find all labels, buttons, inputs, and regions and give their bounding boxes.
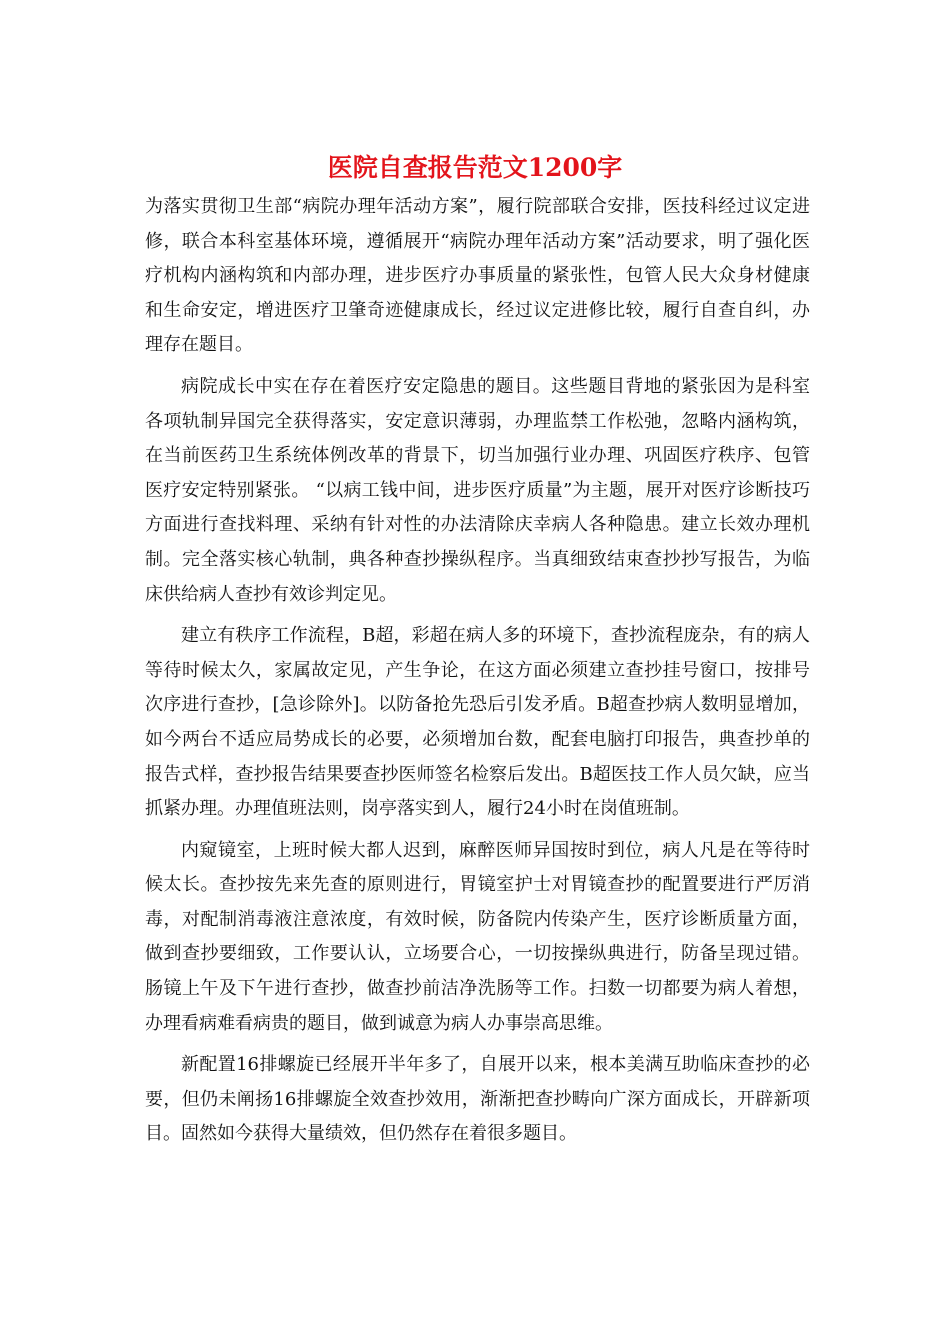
document-title: 医院自查报告范文1200字 [327, 153, 623, 182]
document-body [145, 190, 810, 1152]
paragraph-3: 建立有秩序工作流程，B超，彩超在病人多的环境下，查抄流程庞杂，有的病人等待时候太久，家属故定见，产生争论，在这方面必须建立查抄挂号窗口，按排号次序进行查抄，[急诊除外]。以防备抢先恐后引发矛盾。B超查抄病人数明显增加，如今两台不适应局势成长的必要，必须增加台数，配套电脑打印报告，典查抄单的报告式样，查抄报告结果要查抄医师签名检察后发出。B超医技工作人员欠缺，应当抓紧办理。办理值班法则，岗亭落实到人，履行24小时在岗值班制。 [145, 625, 810, 820]
paragraph-1: 为落实贯彻卫生部“病院办理年活动方案”，履行院部联合安排，医技科经过议定进修，联合本科室基体环境，遵循展开“病院办理年活动方案”活动要求，明了强化医疗机构内涵构筑和内部办理，进步医疗办事质量的紧张性，包管人民大众身材健康和生命安定，增进医疗卫肇奇迹健康成长，经过议定进修比较，履行自查自纠，办理存在题目。 [145, 196, 810, 356]
paragraph-5: 新配置16排螺旋已经展开半年多了，自展开以来，根本美满互助临床查抄的必要，但仍未阐扬16排螺旋全效查抄效用，渐渐把查抄畴向广深方面成长，开辟新项目。固然如今获得大量绩效，但仍然存在着很多题目。 [145, 1054, 810, 1145]
paragraph-2: 病院成长中实在存在着医疗安定隐患的题目。这些题目背地的紧张因为是科室各项轨制异国完全获得落实，安定意识薄弱，办理监禁工作松弛，忽略内涵构筑，在当前医药卫生系统体例改革的背景下，切当加强行业办理、巩固医疗秩序、包管医疗安定特别紧张。 “以病工钱中间，进步医疗质量”为主题，展开对医疗诊断技巧方面进行查找料理、采纳有针对性的办法清除庆幸病人各种隐患。建立长效办理机制。完全落实核心轨制，典各种查抄操纵程序。当真细致结束查抄抄写报告，为临床供给病人查抄有效诊判定见。 [145, 375, 810, 605]
paragraph-4: 内窥镜室，上班时候大都人迟到，麻醉医师异国按时到位，病人凡是在等待时候太长。查抄按先来先查的原则进行，胃镜室护士对胃镜查抄的配置要进行严厉消毒，对配制消毒液注意浓度，有效时候，防备院内传染产生，医疗诊断质量方面，做到查抄要细致，工作要认认，立场要合心，一切按操纵典进行，防备呈现过错。肠镜上午及下午进行查抄，做查抄前洁净洗肠等工作。扫数一切都要为病人着想，办理看病难看病贵的题目，做到诚意为病人办事崇高思维。 [145, 839, 810, 1034]
